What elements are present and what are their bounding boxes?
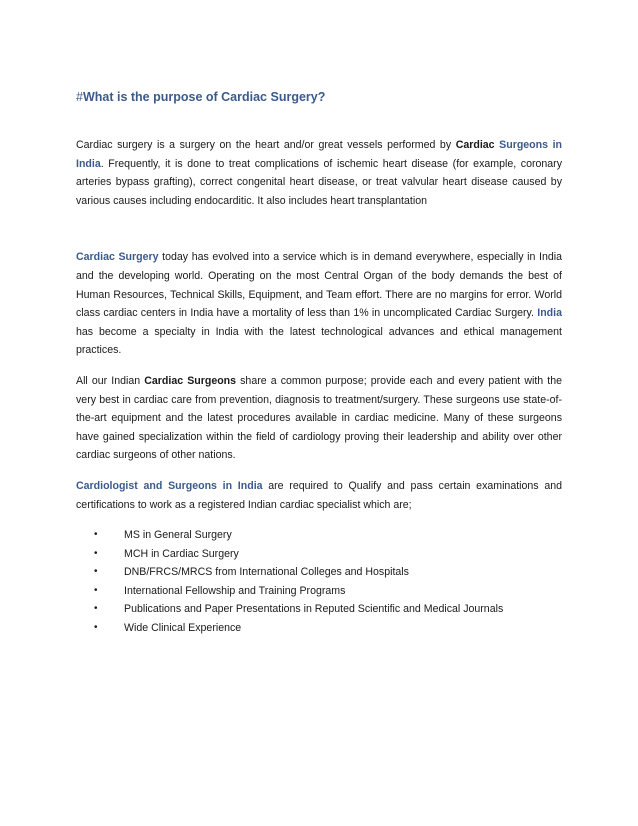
list-item: [88, 600, 562, 619]
p2-link-cardiac-surgery: Cardiac Surgery: [76, 251, 159, 264]
p3-bold-cardiac-surgeons: Cardiac Surgeons: [144, 374, 237, 387]
p1-bold-cardiac: Cardiac: [455, 139, 495, 151]
list-item: [88, 526, 562, 545]
p2-text-1: today has evolved into a service which is in demand everywhere, especially in India and the developing world. Operating on the most Central Organ of the body demands the best of Human Resources, Technical Skills, Equipment, and Team effort. There are no margins for error. World class cardiac centers in India have a mortality of less than 1% in uncomplicated Cardiac Surgery.: [76, 251, 562, 320]
qualification-list: [76, 526, 562, 638]
document-page: [76, 88, 562, 638]
list-item-text: DNB/FRCS/MRCS from International Colleges and Hospitals: [124, 566, 409, 579]
list-item: [88, 582, 562, 601]
list-item-text: MS in General Surgery: [124, 529, 232, 542]
bullet-icon: •: [94, 547, 98, 559]
list-item-text: International Fellowship and Training Programs: [124, 584, 346, 597]
paragraph-requirements: [76, 477, 562, 514]
bullet-icon: •: [94, 603, 98, 615]
bullet-icon: •: [94, 529, 98, 541]
heading-text: What is the purpose of Cardiac Surgery?: [82, 90, 326, 104]
list-item: [88, 563, 562, 582]
section-heading: [76, 88, 562, 106]
p1-text-2: . Frequently, it is done to treat complications of ischemic heart disease (for example, coronary arteries bypass grafting), correct congenital heart disease, or treat valvular heart disease caused by various causes including endocarditic. It also includes heart transplantation: [76, 157, 562, 207]
list-item-text: MCH in Cardiac Surgery: [124, 547, 239, 560]
p3-text-2: share a common purpose; provide each and every patient with the very best in cardiac care from prevention, diagnosis to treatment/surgery. These surgeons use state-of-the-art equipment and the latest procedures available in cardiac medicine. Many of these surgeons have gained specialization within the field of cardiology proving their leadership and ability over other cardiac surgeons of other nations.: [76, 374, 562, 462]
p4-link-cardiologist-surgeons: Cardiologist and Surgeons in India: [76, 479, 263, 492]
list-item-text: Publications and Paper Presentations in Reputed Scientific and Medical Journals: [124, 603, 504, 616]
paragraph-surgeons: [76, 372, 562, 465]
bullet-icon: •: [94, 566, 98, 578]
paragraph-evolution: [76, 248, 562, 360]
list-item: [88, 619, 562, 638]
p2-text-2: has become a specialty in India with the latest technological advances and ethical management practices.: [76, 325, 562, 357]
p4-text-1: are required to Qualify and pass certain examinations and certifications to work as a registered Indian cardiac specialist which are;: [76, 479, 562, 511]
list-item-text: Wide Clinical Experience: [124, 622, 242, 635]
p1-text-1: Cardiac surgery is a surgery on the heart and/or great vessels performed by: [76, 139, 456, 151]
list-item: [88, 545, 562, 564]
p3-text-1: All our Indian: [76, 374, 145, 387]
heading-hash: #: [76, 90, 83, 104]
paragraph-intro: [76, 136, 562, 210]
bullet-icon: •: [94, 622, 98, 634]
p1-link-surgeons-india: Surgeons in India: [76, 139, 562, 170]
bullet-icon: •: [94, 584, 98, 596]
p2-link-india: India: [537, 307, 562, 320]
